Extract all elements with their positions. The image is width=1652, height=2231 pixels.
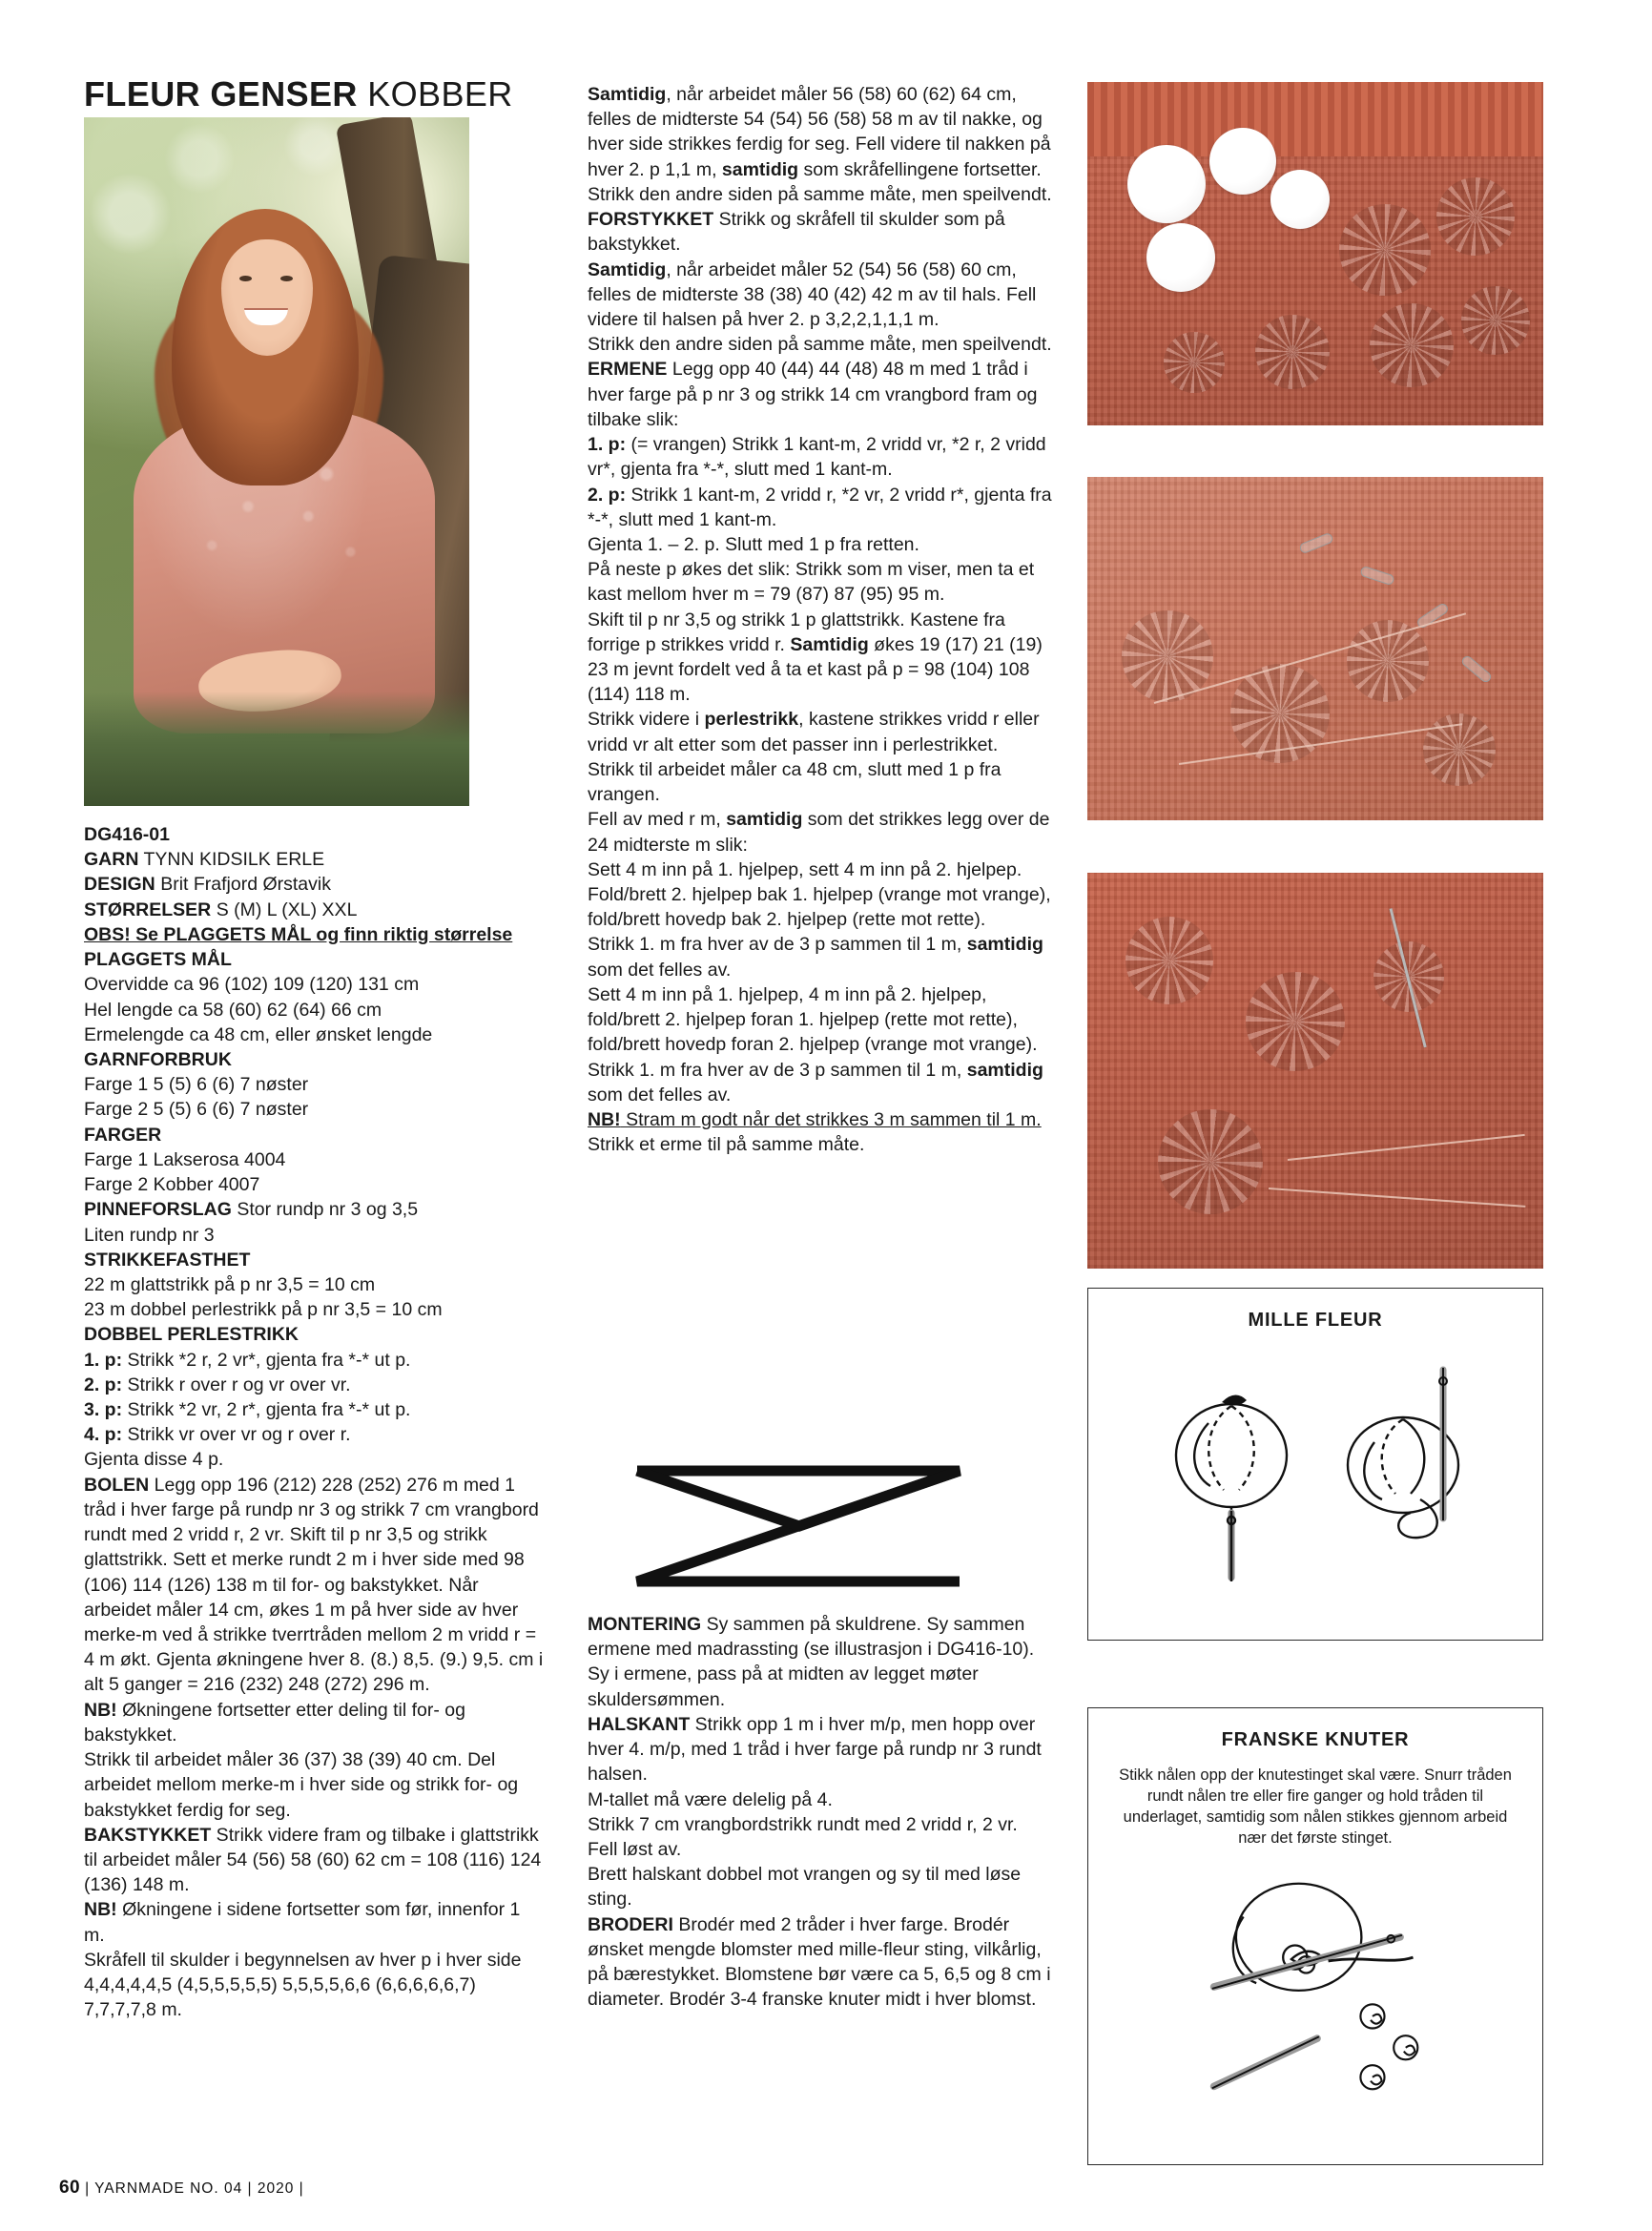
seed-row: 2. p: Strikk r over r og vr over vr.	[84, 1374, 351, 1395]
model-photo	[84, 117, 469, 806]
back-piece: BAKSTYKKET Strikk videre fram og tilbake i glattstrikk til arbeidet måler 54 (56) 58 (60) 62 cm = 108 (116) 124 (136) 148 m.	[84, 1824, 542, 1896]
fold-neckband: Brett halskant dobbel mot vrangen og sy til med løse sting.	[588, 1864, 1022, 1911]
assembly: MONTERING Sy sammen på skuldrene. Sy sammen ermene med madrassting (se illustrasjon i DG416-10). Sy i ermene, pass på at midten av legget møter skuldersømmen.	[588, 1614, 1035, 1710]
size-guide-disc	[1146, 223, 1215, 292]
mille-fleur-illustration	[1088, 1332, 1544, 1618]
measurement-line: Ermelengde ca 48 cm, eller ønsket lengde	[84, 1023, 433, 1045]
embroidered-flower	[1125, 917, 1213, 1004]
model-eye-right	[280, 276, 293, 281]
colors-heading: FARGER	[84, 1124, 162, 1146]
detail-photo-pins	[1087, 477, 1543, 820]
detail-photo-needle	[1087, 873, 1543, 1269]
second-sleeve: Strikk et erme til på samme måte.	[588, 1134, 865, 1156]
garn-line: GARN TYNN KIDSILK ERLE	[84, 849, 325, 871]
embroidered-flower	[1461, 286, 1530, 355]
gauge-heading: STRIKKEFASTHET	[84, 1249, 251, 1270]
design-code: DG416-01	[84, 824, 170, 845]
embroidered-flower	[1158, 1109, 1263, 1214]
sizes-line: STØRRELSER S (M) L (XL) XXL	[84, 899, 358, 920]
knit-three-together: Strikk 1. m fra hver av de 3 p sammen til 1 m, samtidig som det felles av.	[588, 934, 1043, 981]
design-line: DESIGN Brit Frafjord Ørstavik	[84, 874, 331, 896]
note-tighten: NB! Stram m godt når det strikkes 3 m sammen til 1 m.	[588, 1108, 1042, 1130]
obs-note: OBS! Se PLAGGETS MÅL og finn riktig størrelse	[84, 923, 513, 945]
photo-foreground	[84, 692, 469, 806]
embroidered-flower	[1164, 332, 1225, 393]
color-line: Farge 1 Lakserosa 4004	[84, 1148, 286, 1170]
seed-repeat: Gjenta disse 4 p.	[84, 1449, 224, 1471]
samtidig-paragraph-2b: Strikk den andre siden på samme måte, men speilvendt.	[588, 334, 1052, 356]
embroidered-flower	[1347, 620, 1429, 702]
page-footer	[59, 2178, 304, 2199]
measurements-heading: PLAGGETS MÅL	[84, 949, 232, 971]
front-piece: FORSTYKKET Strikk og skråfell til skulder som på bakstykket.	[588, 209, 1005, 256]
title-light: KOBBER	[367, 74, 513, 114]
embroidered-flower	[1246, 972, 1345, 1071]
bind-off: Fell av med r m, samtidig som det strikkes legg over de 24 midterste m slik:	[588, 809, 1050, 856]
size-guide-disc	[1127, 145, 1206, 223]
page-number: 60	[59, 2178, 80, 2198]
embroidery: BRODERI Brodér med 2 tråder i hver farge. Brodér ønsket mengde blomster med mille-fleur sting, vilkårlig, på bærestykket. Blomstene bør være ca 5, 6,5 og 8 cm i diameter. Brodér 3-4 franske knuter midt i hver blomst.	[588, 1913, 1051, 2011]
embroidered-flower	[1255, 315, 1330, 389]
yarn-usage-line: Farge 1 5 (5) 6 (6) 7 nøster	[84, 1074, 309, 1096]
footer-meta: | YARNMADE NO. 04 | 2020 |	[85, 2180, 304, 2197]
sleeve-increase: På neste p økes det slik: Strikk som m viser, men ta et kast mellom hver m = 79 (87) 87 (95) 95 m.	[588, 559, 1035, 606]
middle-column-lower	[588, 1612, 1055, 2013]
franske-knuter-caption: Stikk nålen opp der knutestinget skal være. Snurr tråden rundt nålen tre eller fire ganger og hold tråden til underlaget, samtidig som nålen stikkes gjennom arbeid nær det første stinget.	[1119, 1766, 1512, 1848]
detail-photo-flowers-with-discs	[1087, 82, 1543, 425]
body-continued: Strikk til arbeidet måler 36 (37) 38 (39) 40 cm. Del arbeidet mellom merke-m i hver side og strikk for- og bakstykket ferdig for seg.	[84, 1749, 519, 1821]
stitch-count-note: M-tallet må være delelig på 4.	[588, 1788, 833, 1810]
mille-fleur-diagram	[1087, 1288, 1543, 1641]
franske-knuter-title: FRANSKE KNUTER	[1221, 1729, 1410, 1750]
franske-knuter-diagram	[1087, 1707, 1543, 2165]
embroidered-flower	[1370, 303, 1454, 387]
measurement-line: Hel lengde ca 58 (60) 62 (64) 66 cm	[84, 999, 382, 1021]
sleeve-needle-change: Skift til p nr 3,5 og strikk 1 p glattstrikk. Kastene fra forrige p strikkes vridd r. Samtidig økes 19 (17) 21 (19) 23 m jevnt fordelt ved å ta et kast på p = 98 (104) 108 (114) 118 m.	[588, 609, 1043, 706]
franske-knuter-illustration	[1088, 1849, 1544, 2125]
embroidered-flower	[1436, 177, 1515, 256]
knit-to-48: Strikk til arbeidet måler ca 48 cm, slutt med 1 p fra vrangen.	[588, 758, 1002, 806]
note-2: NB! Økningene i sidene fortsetter som før, innenfor 1 m.	[84, 1899, 521, 1946]
neckband: HALSKANT Strikk opp 1 m i hver m/p, men hopp over hver 4. m/p, med 1 tråd i hver farge på rundp nr 3 rundt halsen.	[588, 1713, 1042, 1786]
needles-line: PINNEFORSLAG Stor rundp nr 3 og 3,5	[84, 1199, 419, 1221]
seed-row: 4. p: Strikk vr over vr og r over r.	[84, 1424, 351, 1446]
helper-needle-2: Sett 4 m inn på 1. hjelpep, 4 m inn på 2. hjelpep, fold/brett 2. hjelpep foran 1. hjelpep (rette mot rette), fold/brett hovedp foran 2. hjelpep (vrange mot vrange). Strikk 1. m fra hver av de 3 p sammen til 1 m, samtidig som det felles av.	[588, 983, 1043, 1105]
sleeve-repeat: Gjenta 1. – 2. p. Slutt med 1 p fra retten.	[588, 533, 919, 555]
sleeve-row: 1. p: (= vrangen) Strikk 1 kant-m, 2 vridd vr, *2 r, 2 vridd vr*, gjenta fra *-*, slutt med 1 kant-m.	[588, 434, 1046, 481]
left-column	[84, 822, 544, 2023]
sleeves: ERMENE Legg opp 40 (44) 44 (48) 48 m med 1 tråd i hver farge på p nr 3 og strikk 14 cm vrangbord fram og tilbake slik:	[588, 359, 1038, 430]
model-eye-left	[239, 276, 252, 281]
neckband-rib: Strikk 7 cm vrangbordstrikk rundt med 2 vridd r, 2 vr.	[588, 1813, 1018, 1835]
seed-row: 3. p: Strikk *2 vr, 2 r*, gjenta fra *-* ut p.	[84, 1399, 411, 1421]
needles-line-2: Liten rundp nr 3	[84, 1224, 215, 1246]
samtidig-paragraph-2: Samtidig, når arbeidet måler 52 (54) 56 (58) 60 cm, felles de midterste 38 (38) 40 (42) 42 m av til hals. Fell videre til halsen på hver 2. p 3,2,2,1,1,1 m.	[588, 258, 1037, 330]
helper-needle-1: Sett 4 m inn på 1. hjelpep, sett 4 m inn på 2. hjelpep. Fold/brett 2. hjelpep bak 1. hjelpep (vrange mot vrange), fold/brett hovedp bak 2. hjelpep (rette mot rette).	[588, 858, 1051, 931]
samtidig-paragraph-1: Samtidig, når arbeidet måler 56 (58) 60 (62) 64 cm, felles de midterste 54 (54) 56 (58) 58 m av til nakke, og hver side strikkes ferdig for seg. Fell videre til nakken på hver 2. p 1,1 m, samtidig som skråfellingene fortsetter. Strikk den andre siden på samme måte, men speilvendt.	[588, 84, 1052, 205]
seed-stitch-heading: DOBBEL PERLESTRIKK	[84, 1324, 299, 1346]
sleeve-row: 2. p: Strikk 1 kant-m, 2 vridd r, *2 vr, 2 vridd r*, gjenta fra *-*, slutt med 1 kant-m.	[588, 484, 1052, 530]
measurement-line: Overvidde ca 96 (102) 109 (120) 131 cm	[84, 974, 420, 996]
bind-off-loose: Fell løst av.	[588, 1838, 682, 1860]
seed-stitch-note: Strikk videre i perlestrikk, kastene strikkes vridd r eller vridd vr alt etter som det passer inn i perlestrikket.	[588, 709, 1040, 755]
title-bold: FLEUR GENSER	[84, 74, 358, 114]
shoulder-shaping: Skråfell til skulder i begynnelsen av hver p i hver side 4,4,4,4,4,5 (4,5,5,5,5,5) 5,5,5,5,6,6 (6,6,6,6,6,7) 7,7,7,7,8 m.	[84, 1949, 522, 2021]
size-guide-disc	[1270, 170, 1330, 229]
yarn-usage-heading: GARNFORBRUK	[84, 1048, 232, 1070]
color-line: Farge 2 Kobber 4007	[84, 1174, 260, 1196]
seed-row: 1. p: Strikk *2 r, 2 vr*, gjenta fra *-* ut p.	[84, 1349, 411, 1371]
mille-fleur-title: MILLE FLEUR	[1248, 1310, 1383, 1331]
yarn-usage-line: Farge 2 5 (5) 6 (6) 7 nøster	[84, 1099, 309, 1121]
embroidered-flower	[1339, 204, 1431, 296]
gauge-line: 23 m dobbel perlestrikk på p nr 3,5 = 10 cm	[84, 1299, 443, 1321]
page-title	[84, 74, 513, 114]
stitch-symbol-icon	[630, 1459, 967, 1593]
note-1: NB! Økningene fortsetter etter deling til for- og bakstykket.	[84, 1699, 465, 1746]
middle-column	[588, 82, 1055, 1157]
size-guide-disc	[1209, 128, 1276, 195]
body-instructions: BOLEN Legg opp 196 (212) 228 (252) 276 m med 1 tråd i hver farge på rundp nr 3 og strikk 7 cm vrangbord rundt med 2 vridd r, 2 vr. Skift til p nr 3,5 og strikk glattstrikk. Sett et merke rundt 2 m i hver side med 98 (106) 114 (126) 138 m til for- og bakstykket. Når arbeidet måler 14 cm, økes 1 m på hver side av hver merke-m ved å strikke tverrtråden mellom 2 m vridd r = 4 m økt. Gjenta økningene hver 8. (8.) 8,5. (9.) 9,5. cm i alt 5 ganger = 216 (232) 248 (272) 296 m.	[84, 1474, 544, 1696]
gauge-line: 22 m glattstrikk på p nr 3,5 = 10 cm	[84, 1273, 376, 1295]
